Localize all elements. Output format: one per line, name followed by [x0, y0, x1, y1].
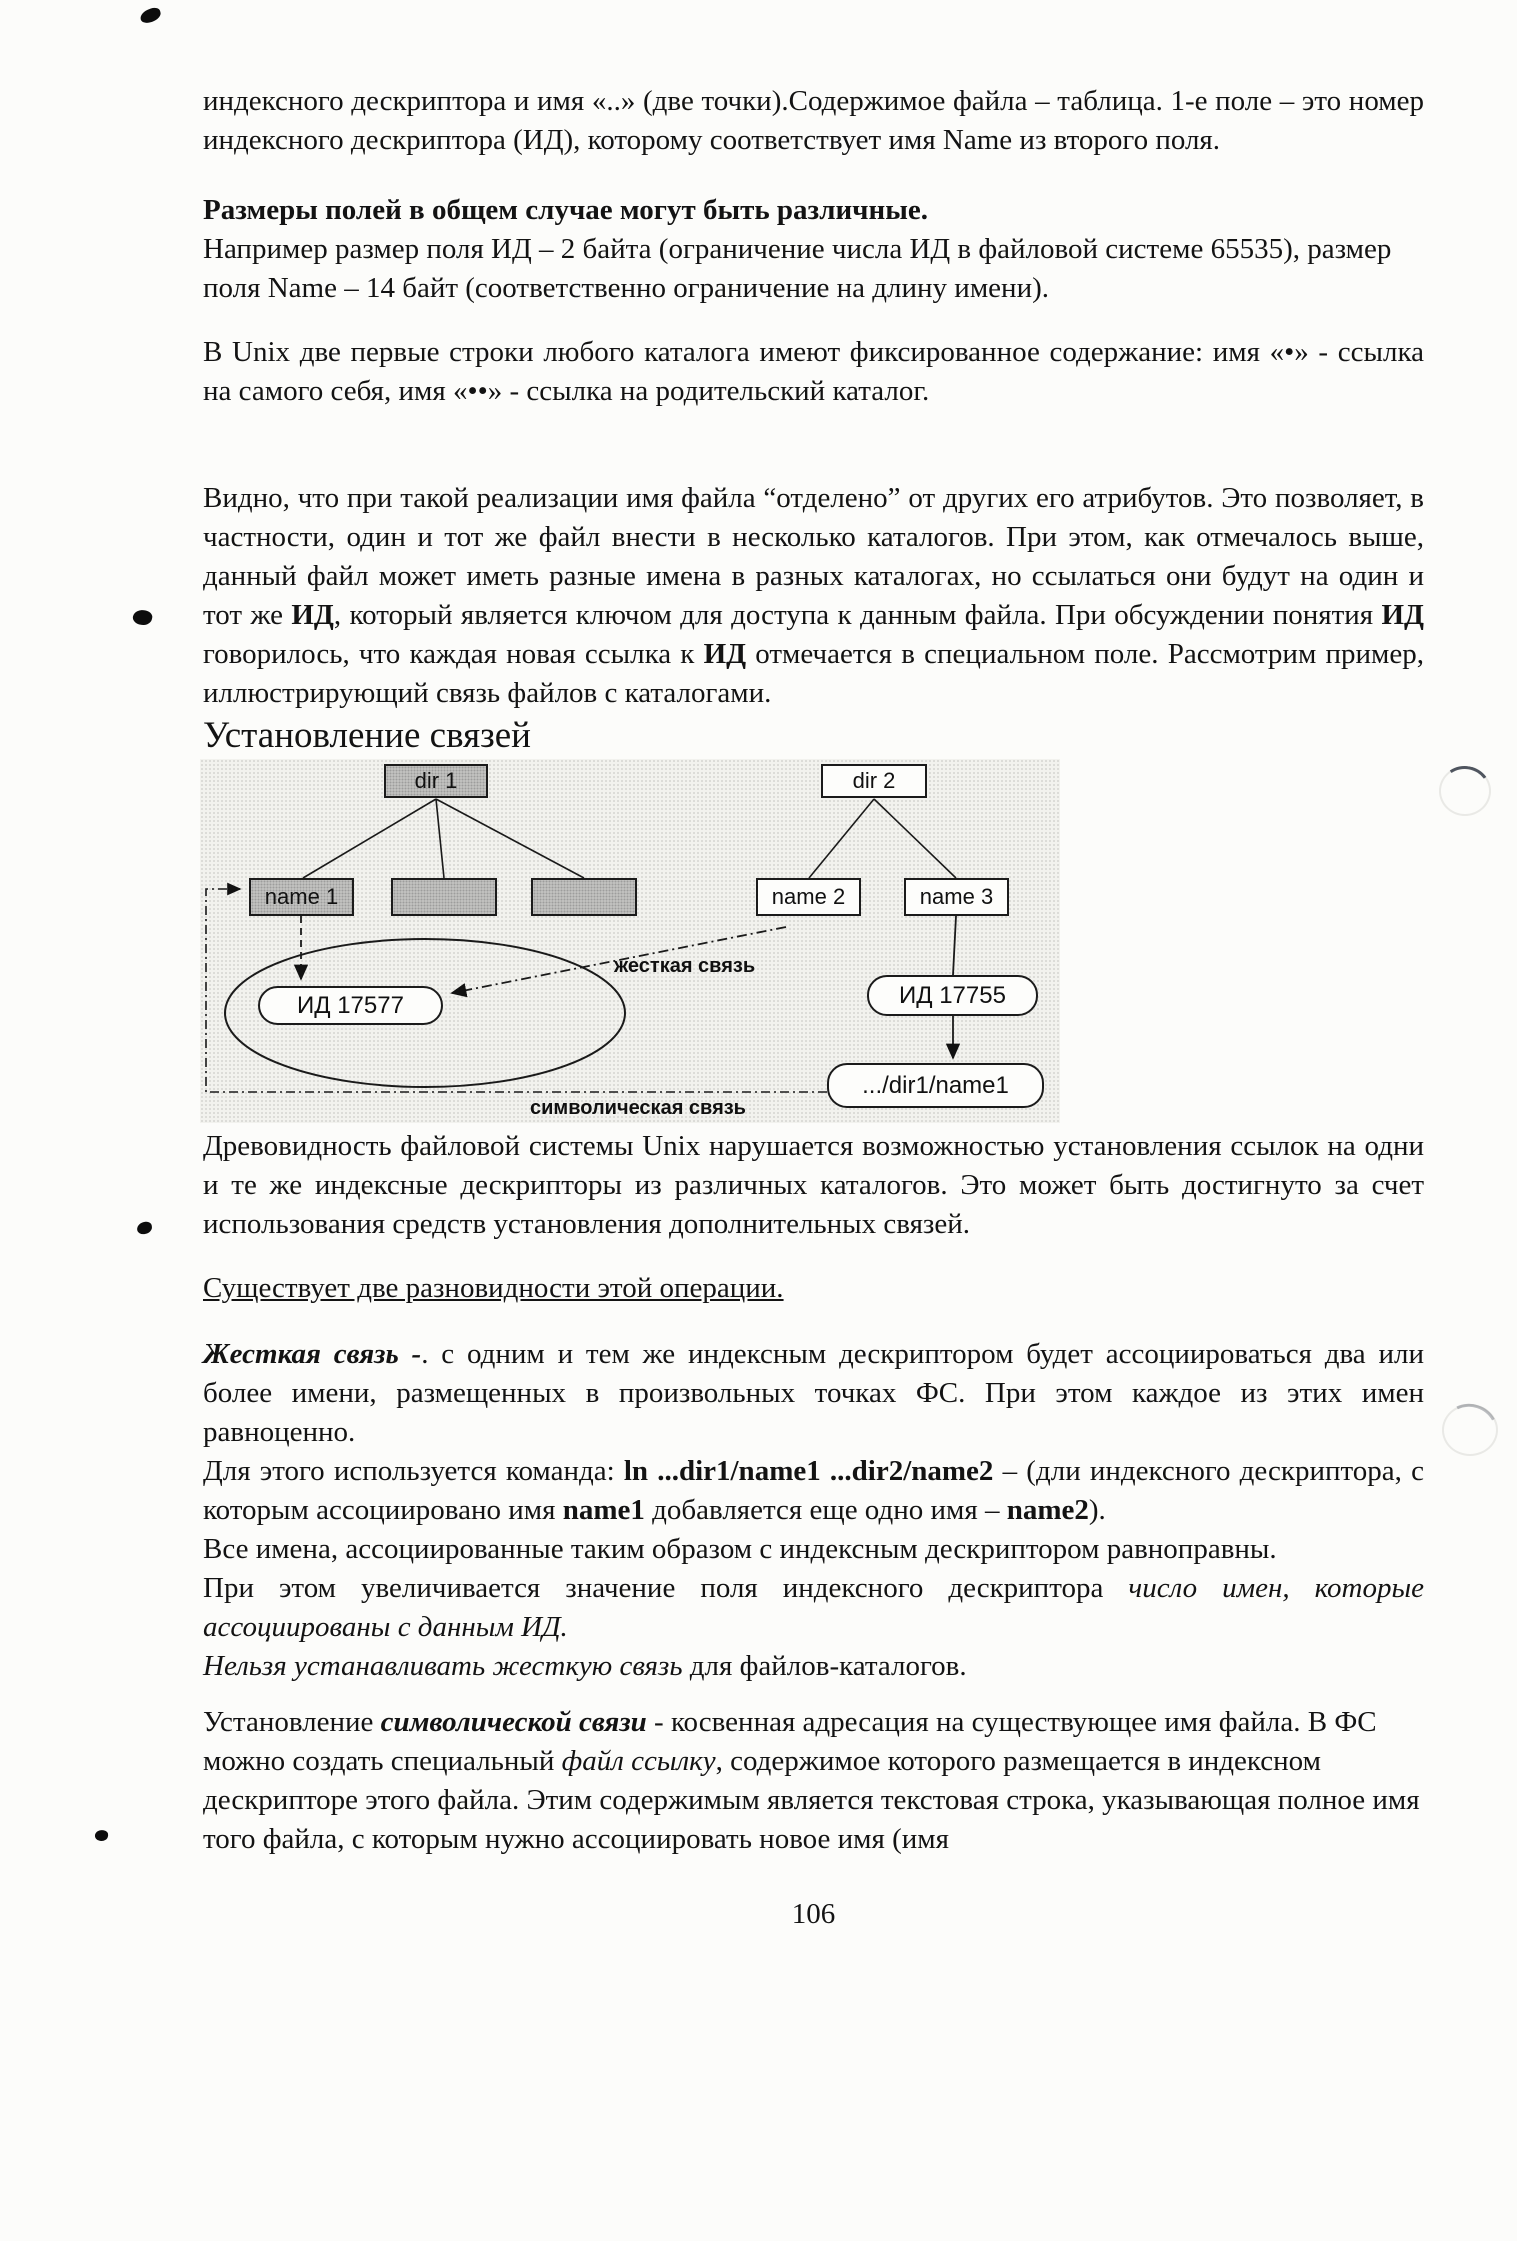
paragraph-field-sizes-example: [203, 230, 1424, 308]
paragraph-name-separated: [203, 479, 1424, 713]
node-blank-entry-1: [391, 878, 497, 916]
text-run: Установление: [203, 1706, 381, 1738]
text-run: name1: [562, 1494, 645, 1526]
scan-ring-artifact: [1439, 766, 1491, 816]
paragraph-no-hard-link-dirs: [203, 1647, 1424, 1686]
text-run: Древовидность файловой системы Unix нарушается возможностью установления ссылок на одни и те же индексные дескрипторы из различных каталогов. Это может быть достигнуто за счет использования средств установления дополнительных связей.: [203, 1130, 1424, 1240]
node-blank-entry-2: [531, 878, 637, 916]
ink-mark: [139, 6, 163, 25]
text-run: число имен, которые ассоциированы с данным ИД.: [203, 1572, 1425, 1643]
text-run: В Unix две первые строки любого каталога имеют фиксированное содержание: имя «•» - ссылка на самого себя, имя «••» - ссылка на родительский каталог.: [203, 336, 1424, 407]
links-diagram: [200, 759, 1060, 1123]
text-run: индексного дескриптора и имя «..» (две точки).Содержимое файла – таблица. 1-е поле – это номер индексного дескриптора (ИД), которому соответствует имя Name из второго поля.: [203, 85, 1424, 156]
node-label: ИД 17577: [297, 991, 404, 1019]
node-inode-17577: [258, 986, 443, 1025]
ink-mark: [94, 1829, 109, 1842]
text-run: , который является ключом для доступа к данным файла. При обсуждении понятия: [333, 599, 1382, 631]
paragraph-two-kinds: [203, 1269, 1424, 1308]
text-run: Все имена, ассоциированные таким образом с индексным дескриптором равноправны.: [203, 1533, 1277, 1565]
node-dir2: [821, 764, 927, 798]
text-run: отмечается в специальном поле. Рассмотрим пример, иллюстрирующий связь файлов с каталогами.: [203, 638, 1424, 709]
ink-mark: [131, 608, 153, 627]
node-name3: [904, 878, 1009, 916]
paragraph-counter-field: [203, 1569, 1424, 1647]
text-run: - косвенная адресация на существующее имя файла. В ФС можно создать специальный: [203, 1706, 1377, 1777]
text-run: Видно, что при такой реализации имя файла “отделено” от других его атрибутов. Это позволяет, в частности, один и тот же файл внести в несколько каталогов. При этом, как отмечалось выше, данный файл может иметь разные имена в разных каталогах, но ссылаться они будут на один и тот же: [203, 482, 1424, 631]
text-run: ИД: [703, 638, 747, 670]
node-label: .../dir1/name1: [862, 1071, 1009, 1099]
hard-link-label: жесткая связь: [614, 955, 756, 977]
text-run: , содержимое которого размещается в индексном дескрипторе этого файла. Этим содержимым является текстовая строка, указывающая полное имя того файла, с которым нужно ассоциировать новое имя (имя: [203, 1745, 1420, 1855]
paragraph-names-equal: [203, 1530, 1424, 1569]
ink-mark: [136, 1221, 153, 1235]
node-label: dir 2: [852, 768, 896, 793]
node-link-path: [827, 1063, 1044, 1108]
text-run: ИД: [291, 599, 334, 631]
text-run: для файлов-каталогов.: [682, 1650, 967, 1682]
paragraph-hard-link-def: [203, 1335, 1424, 1452]
text-run: Жесткая связь -: [203, 1338, 422, 1370]
heading-field-sizes: [203, 191, 1424, 230]
node-name1: [249, 878, 354, 916]
symbolic-link-label: символическая связь: [530, 1097, 746, 1119]
node-label: name 3: [919, 884, 994, 909]
paragraph-unix-dot-entries: [203, 333, 1424, 411]
node-dir1: [384, 764, 488, 798]
paragraph-directory-table: [203, 82, 1424, 160]
text-run: говорилось, что каждая новая ссылка к: [203, 638, 704, 670]
paragraph-symbolic-link-def: [203, 1703, 1424, 1859]
text-run: файл ссылку: [561, 1745, 716, 1777]
page-body: [203, 0, 1424, 1934]
scan-ring-artifact: [1442, 1404, 1498, 1456]
text-run: Для этого используется команда:: [203, 1455, 624, 1487]
text-run: Размеры полей в общем случае могут быть различные.: [203, 194, 929, 226]
text-run: Нельзя устанавливать жесткую связь: [203, 1650, 683, 1682]
text-run: ln ...dir1/name1 ...dir2/name2: [623, 1455, 994, 1487]
text-run: символической связи: [380, 1706, 647, 1738]
diagram-title: Установление связей: [203, 715, 531, 756]
text-run: ИД: [1381, 599, 1424, 631]
node-name2: [756, 878, 861, 916]
text-run: При этом увеличивается значение поля индексного дескриптора: [203, 1572, 1129, 1604]
paragraph-ln-command: [203, 1452, 1424, 1530]
node-label: dir 1: [414, 768, 458, 793]
text-run: добавляется еще одно имя –: [644, 1494, 1007, 1526]
text-run: Существует две разновидности этой операции.: [203, 1272, 784, 1304]
paragraph-tree-violation: [203, 1127, 1424, 1244]
text-run: – (дли индексного дескриптора, с которым ассоциировано имя: [203, 1455, 1424, 1526]
node-inode-17755: [867, 975, 1038, 1016]
text-run: name2: [1006, 1494, 1089, 1526]
text-run: ).: [1088, 1494, 1106, 1526]
node-label: ИД 17755: [899, 981, 1006, 1009]
text-run: Например размер поля ИД – 2 байта (ограничение числа ИД в файловой системе 65535), размер поля Name – 14 байт (соответственно ограничение на длину имени).: [203, 233, 1392, 304]
node-label: name 2: [771, 884, 846, 909]
page-number: 106: [791, 1898, 836, 1930]
text-run: . с одним и тем же индексным дескриптором будет ассоциироваться два или более имени, размещенных в произвольных точках ФС. При этом каждое из этих имен равноценно.: [203, 1338, 1424, 1448]
node-label: name 1: [264, 884, 339, 909]
